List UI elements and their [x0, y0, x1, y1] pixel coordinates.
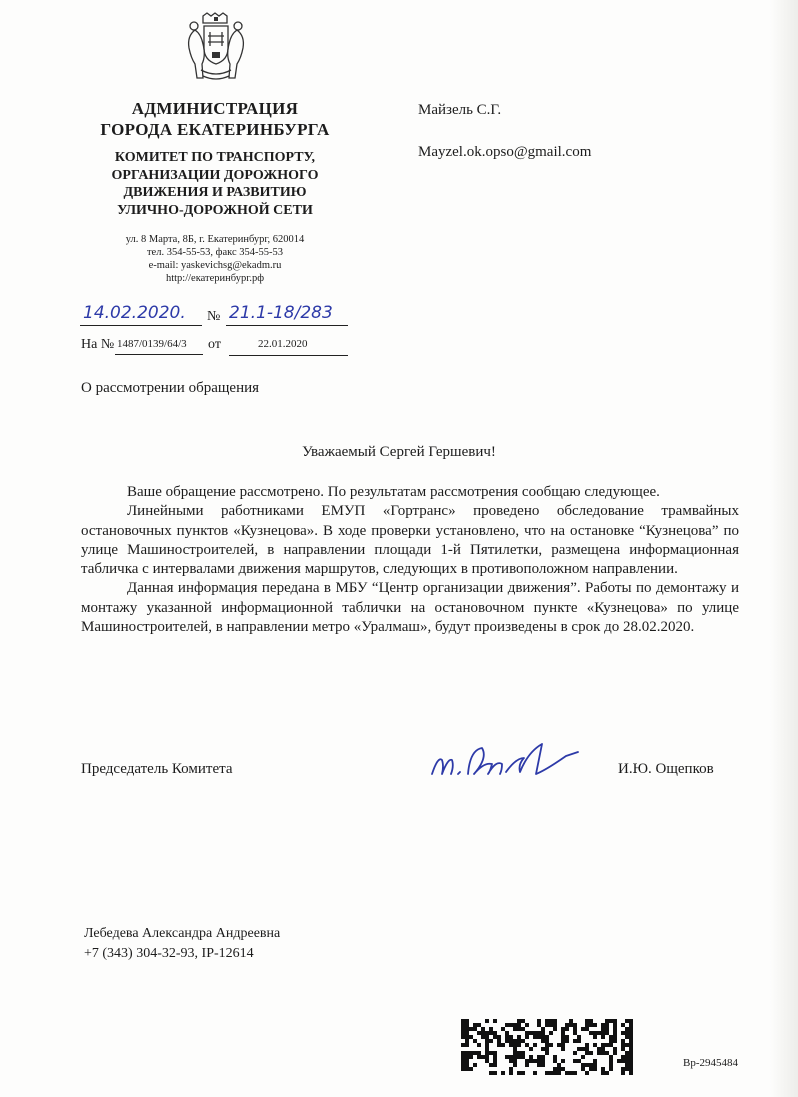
org-address: ул. 8 Марта, 8Б, г. Екатеринбург, 620014 [125, 234, 305, 245]
recipient-email: Mayzel.ok.opso@gmail.com [418, 144, 592, 160]
document-barcode [461, 1019, 633, 1075]
reply-prefix: На № [81, 337, 115, 352]
reply-number-underline [115, 354, 203, 355]
committee-line: ОРГАНИЗАЦИИ ДОРОЖНОГО [111, 167, 319, 183]
body-paragraph: Линейными работниками ЕМУП «Гортранс» проведено обследование трамвайных остановочных пунктов «Кузнецова». В ходе проверки установлено, что на остановке “Кузнецова” по улице Машиностроителей, в направлении площади 1-й Пятилетки, размещена информационная табличка с интервалами движения маршрутов, следующих в противоположном направлении. [81, 503, 739, 578]
handwritten-signature [428, 738, 588, 782]
signatory-title: Председатель Комитета [81, 761, 233, 777]
letter-greeting: Уважаемый Сергей Гершевич! [302, 444, 496, 460]
number-underline [226, 325, 348, 326]
outgoing-number: 21.1-18/283 [229, 303, 333, 323]
org-website: http://екатеринбург.рф [165, 273, 265, 284]
org-line: АДМИНИСТРАЦИЯ [131, 99, 299, 118]
body-paragraph: Данная информация передана в МБУ “Центр организации движения”. Работы по демонтажу и монтажу указанной информационной таблички на остановочном пункте «Кузнецова» по улице Машиностроителей, в направлении метро «Уралмаш», будут произведены в срок до 28.02.2020. [81, 580, 739, 636]
org-line: ГОРОДА ЕКАТЕРИНБУРГА [100, 120, 330, 139]
coat-of-arms-emblem [183, 12, 249, 84]
letter-body [81, 483, 739, 637]
committee-line: УЛИЧНО-ДОРОЖНОЙ СЕТИ [117, 202, 313, 218]
barcode-id: Вр-2945484 [683, 1057, 738, 1069]
reply-number: 1487/0139/64/3 [117, 338, 187, 350]
executor-name: Лебедева Александра Андреевна [84, 926, 281, 941]
committee-title [70, 149, 360, 219]
administration-title [70, 98, 360, 140]
signatory-name: И.Ю. Ощепков [618, 761, 714, 777]
reply-date: 22.01.2020 [258, 338, 308, 350]
org-phone: тел. 354-55-53, факс 354-55-53 [146, 247, 284, 258]
number-sign: № [207, 309, 221, 324]
org-contacts [70, 233, 360, 285]
executor-info [84, 924, 280, 964]
date-underline [80, 325, 202, 326]
recipient-name: Майзель С.Г. [418, 102, 502, 118]
reply-date-underline [229, 355, 348, 356]
outgoing-date: 14.02.2020. [83, 303, 186, 323]
from-label: от [208, 337, 221, 352]
body-paragraph: Ваше обращение рассмотрено. По результатам рассмотрения сообщаю следующее. [127, 484, 660, 500]
letter-subject: О рассмотрении обращения [81, 380, 260, 396]
committee-line: ДВИЖЕНИЯ И РАЗВИТИЮ [123, 185, 307, 200]
committee-line: КОМИТЕТ ПО ТРАНСПОРТУ, [114, 150, 316, 165]
executor-phone: +7 (343) 304-32-93, IP-12614 [84, 946, 254, 961]
org-email: e-mail: yaskevichsg@ekadm.ru [148, 260, 282, 271]
